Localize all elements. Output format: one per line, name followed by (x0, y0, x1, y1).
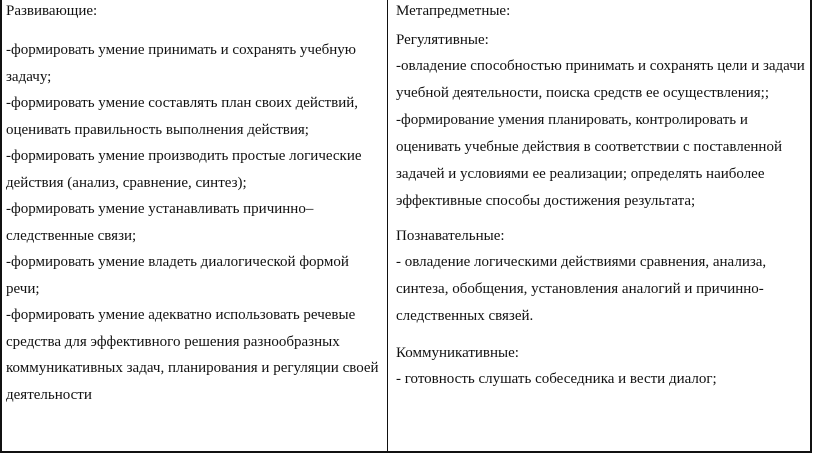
developmental-cell (0, 0, 388, 451)
metasubject-heading: Метапредметные: (396, 3, 511, 19)
list-item: -формировать умение владеть диалогической формой речи; (6, 254, 349, 297)
developmental-heading: Развивающие: (6, 3, 98, 19)
cognitive-section (396, 224, 806, 330)
developmental-list (6, 37, 383, 408)
cognitive-item: - овладение логическими действиями сравнения, анализа, синтеза, обобщения, установления аналогий и причинно-следственных связей. (396, 254, 767, 324)
regulatory-item: -формирование умения планировать, контролировать и оценивать учебные действия в соответствии с поставленной задачей и условиями ее реализации; определять наиболее эффективные способы достижения результата; (396, 112, 782, 209)
regulatory-section (396, 28, 806, 215)
list-item: -формировать умение адекватно использовать речевые средства для эффективного решения разнообразных коммуникативных задач, планирования и регуляции своей деятельности (6, 307, 379, 403)
list-item: -формировать умение принимать и сохранять учебную задачу; (6, 42, 356, 85)
regulatory-title: Регулятивные: (396, 32, 489, 48)
list-item: -формировать умение производить простые логические действия (анализ, сравнение, синтез); (6, 148, 362, 191)
cognitive-title: Познавательные: (396, 228, 505, 244)
communicative-item: - готовность слушать собеседника и вести диалог; (396, 371, 717, 387)
metasubject-cell (388, 0, 810, 451)
communicative-section (396, 341, 806, 393)
list-item: -формировать умение составлять план своих действий, оценивать правильность выполнения действия; (6, 95, 359, 138)
regulatory-item: -овладение способностью принимать и сохранять цели и задачи учебной деятельности, поиска средств ее осуществления;; (396, 58, 805, 101)
list-item: -формировать умение устанавливать причинно–следственные связи; (6, 201, 314, 244)
communicative-title: Коммуникативные: (396, 345, 519, 361)
